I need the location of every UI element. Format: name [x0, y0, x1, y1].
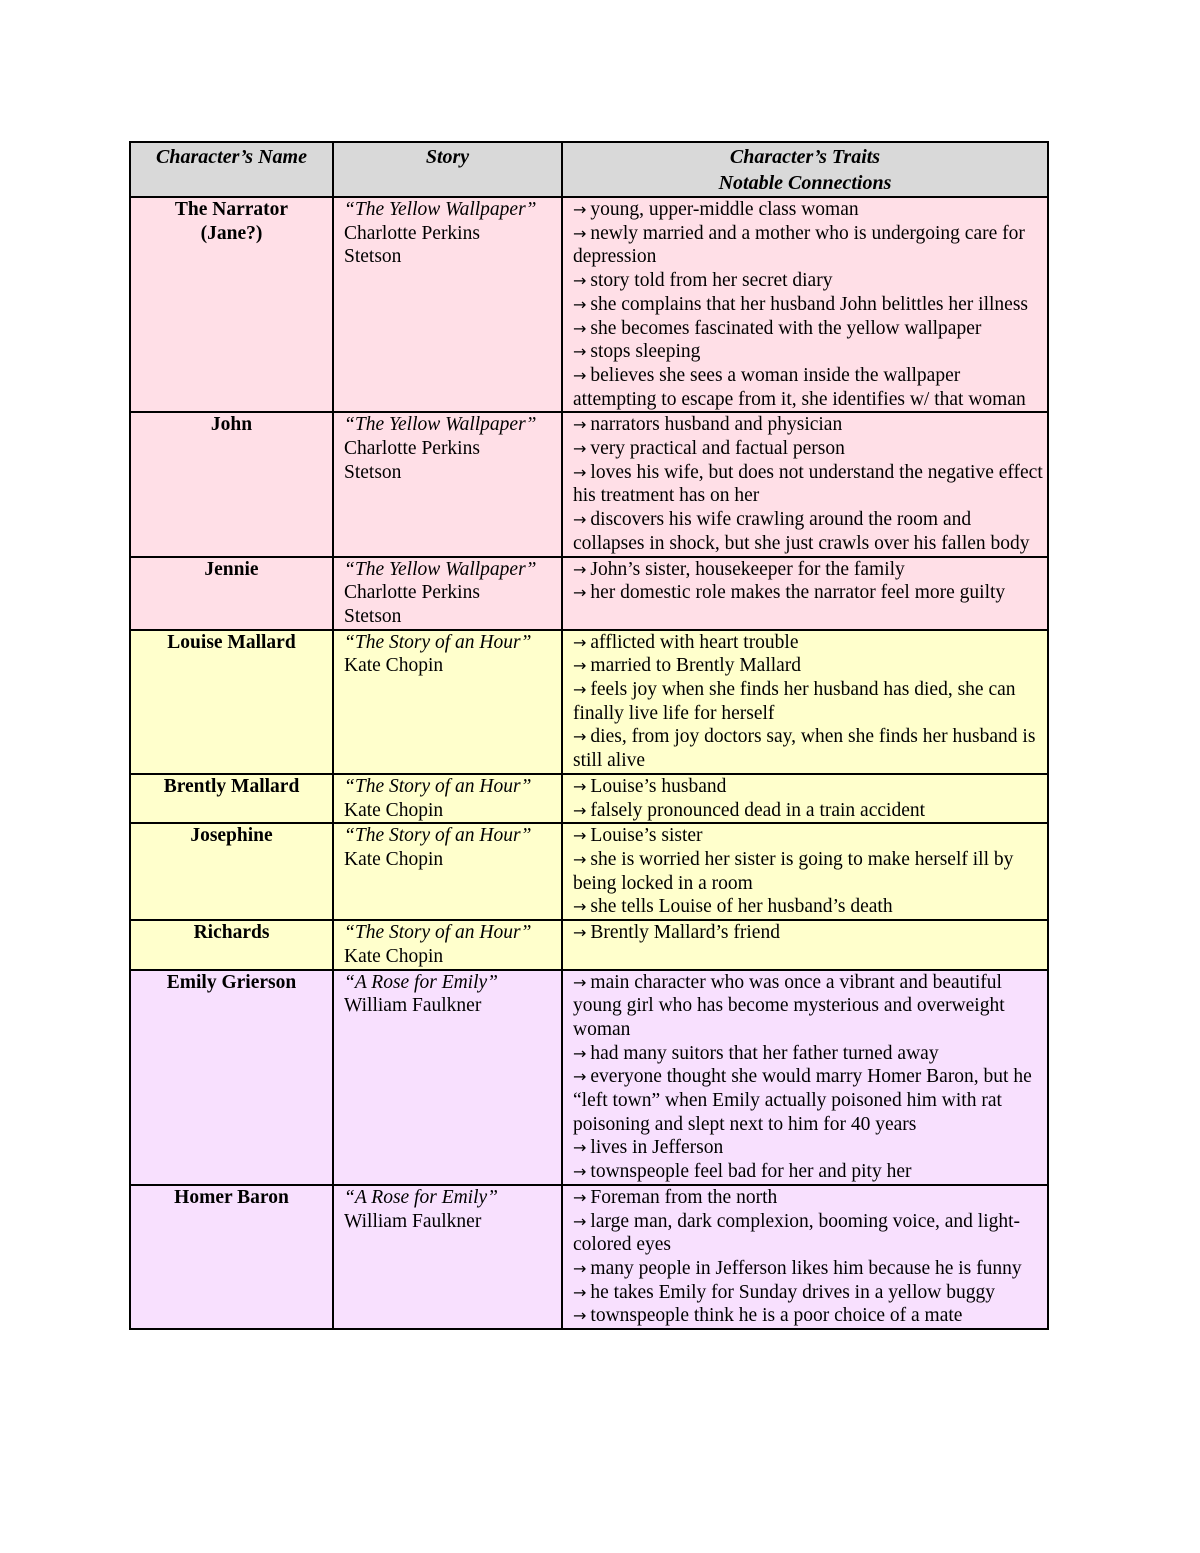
story-author: Stetson — [344, 246, 402, 268]
trait-item: → afflicted with heart trouble — [573, 631, 799, 653]
arrow-icon: → — [573, 510, 587, 530]
trait-item: → very practical and factual person — [573, 438, 845, 460]
trait-item: → many people in Jefferson likes him because he is funny — [573, 1257, 1022, 1279]
story-author: William Faulkner — [344, 1210, 482, 1232]
trait-item: → story told from her secret diary — [573, 270, 833, 292]
story-cell — [333, 557, 562, 630]
trait-item: → everyone thought she would marry Homer Baron, but he “left town” when Emily actually poisoned him with rat poisoning and slept next to him for 40 years — [573, 1066, 1032, 1135]
traits-cell — [562, 197, 1048, 412]
character-table — [129, 141, 1049, 1330]
arrow-icon: → — [573, 776, 587, 796]
trait-item: → feels joy when she finds her husband has died, she can finally live life for herself — [573, 679, 1016, 724]
arrow-icon: → — [573, 972, 587, 992]
trait-item: → loves his wife, but does not understand the negative effect his treatment has on her — [573, 461, 1043, 507]
trait-item: → her domestic role makes the narrator feel more guilty — [573, 582, 1006, 604]
arrow-icon: → — [573, 1282, 587, 1302]
arrow-icon: → — [573, 462, 587, 482]
traits-cell — [562, 970, 1048, 1185]
story-title: “The Yellow Wallpaper” — [344, 199, 537, 220]
table-row — [130, 774, 1048, 823]
trait-item: → John’s sister, housekeeper for the family — [573, 558, 905, 580]
trait-item: → narrators husband and physician — [573, 414, 843, 436]
story-title: “The Story of an Hour” — [344, 631, 532, 653]
table-row — [130, 970, 1048, 1185]
story-title: “The Story of an Hour” — [344, 825, 532, 847]
arrow-icon: → — [573, 365, 587, 385]
trait-item: → she complains that her husband John belittles her illness — [573, 293, 1028, 315]
traits-cell — [562, 774, 1048, 823]
character-name-line: The Narrator — [174, 199, 289, 220]
story-author: Stetson — [344, 605, 402, 627]
character-name-line: (Jane?) — [200, 222, 263, 244]
table-row — [130, 920, 1048, 969]
table-row — [130, 197, 1048, 412]
table-row — [130, 412, 1048, 556]
trait-item: → believes she sees a woman inside the wallpaper attempting to escape from it, she identifies w/ that woman — [573, 364, 1026, 410]
arrow-icon: → — [573, 923, 587, 943]
arrow-icon: → — [573, 559, 587, 579]
arrow-icon: → — [573, 1306, 587, 1326]
character-name: Richards — [130, 920, 333, 969]
trait-item: → townspeople feel bad for her and pity her — [573, 1161, 912, 1183]
arrow-icon: → — [573, 271, 587, 291]
arrow-icon: → — [573, 223, 587, 243]
trait-item: → large man, dark complexion, booming voice, and light-colored eyes — [573, 1210, 1021, 1256]
trait-item: → dies, from joy doctors say, when she finds her husband is still alive — [573, 726, 1036, 772]
trait-item: → young, upper-middle class woman — [573, 199, 859, 220]
story-cell — [333, 197, 562, 412]
traits-cell — [562, 823, 1048, 920]
story-title: “The Story of an Hour” — [344, 775, 532, 797]
arrow-icon: → — [573, 1211, 587, 1231]
story-cell — [333, 920, 562, 969]
header-name: Character’s Name — [130, 142, 333, 197]
story-cell — [333, 412, 562, 556]
arrow-icon: → — [573, 800, 587, 820]
header-traits-line2: Notable Connections — [718, 172, 892, 194]
arrow-icon: → — [573, 656, 587, 676]
story-title: “The Story of an Hour” — [344, 922, 532, 944]
arrow-icon: → — [573, 439, 587, 459]
character-name: Jennie — [130, 557, 333, 630]
character-name: Josephine — [130, 823, 333, 920]
story-author: Charlotte Perkins — [344, 438, 480, 460]
character-name: Homer Baron — [130, 1185, 333, 1329]
character-name: Brently Mallard — [130, 774, 333, 823]
story-author: Kate Chopin — [344, 945, 444, 967]
story-cell — [333, 970, 562, 1185]
traits-cell — [562, 630, 1048, 774]
story-author: Stetson — [344, 461, 402, 483]
arrow-icon: → — [573, 897, 587, 917]
story-title: “The Yellow Wallpaper” — [344, 558, 537, 580]
arrow-icon: → — [573, 1258, 587, 1278]
character-name: John — [130, 412, 333, 556]
table-row — [130, 630, 1048, 774]
trait-item: → she is worried her sister is going to make herself ill by being locked in a room — [573, 848, 1014, 894]
table-row — [130, 557, 1048, 630]
trait-item: → main character who was once a vibrant and beautiful young girl who has become mysterious and overweight woman — [573, 971, 1005, 1040]
character-name: Louise Mallard — [130, 630, 333, 774]
trait-item: → newly married and a mother who is undergoing care for depression — [573, 222, 1025, 268]
story-author: Kate Chopin — [344, 848, 444, 870]
story-author: Kate Chopin — [344, 799, 444, 821]
header-story: Story — [333, 142, 562, 197]
arrow-icon: → — [573, 1138, 587, 1158]
trait-item: → Louise’s husband — [573, 775, 727, 797]
trait-item: → had many suitors that her father turned away — [573, 1042, 939, 1064]
arrow-icon: → — [573, 342, 587, 362]
trait-item: → he takes Emily for Sunday drives in a yellow buggy — [573, 1281, 995, 1303]
arrow-icon: → — [573, 680, 587, 700]
trait-item: → falsely pronounced dead in a train accident — [573, 799, 926, 821]
story-author: Charlotte Perkins — [344, 582, 480, 604]
arrow-icon: → — [573, 1067, 587, 1087]
header-traits-line1: Character’s Traits — [729, 146, 881, 168]
traits-cell — [562, 412, 1048, 556]
table-row — [130, 823, 1048, 920]
trait-item: → she tells Louise of her husband’s death — [573, 896, 893, 918]
story-cell — [333, 1185, 562, 1329]
story-author: Charlotte Perkins — [344, 222, 480, 244]
story-author: William Faulkner — [344, 995, 482, 1017]
story-cell — [333, 823, 562, 920]
trait-item: → married to Brently Mallard — [573, 655, 802, 677]
arrow-icon: → — [573, 632, 587, 652]
arrow-icon: → — [573, 826, 587, 846]
arrow-icon: → — [573, 415, 587, 435]
table-row — [130, 1185, 1048, 1329]
story-title: “A Rose for Emily” — [344, 1186, 499, 1208]
character-name — [130, 197, 333, 412]
trait-item: → Louise’s sister — [573, 825, 703, 847]
trait-item: → Brently Mallard’s friend — [573, 922, 780, 944]
traits-cell — [562, 1185, 1048, 1329]
story-title: “The Yellow Wallpaper” — [344, 414, 537, 436]
story-cell — [333, 774, 562, 823]
traits-cell — [562, 920, 1048, 969]
trait-item: → townspeople think he is a poor choice of a mate — [573, 1305, 963, 1327]
trait-item: → stops sleeping — [573, 341, 701, 363]
trait-item: → discovers his wife crawling around the room and collapses in shock, but she just crawls over his fallen body — [573, 509, 1030, 554]
header-row — [130, 142, 1048, 197]
character-name: Emily Grierson — [130, 970, 333, 1185]
arrow-icon: → — [573, 727, 587, 747]
arrow-icon: → — [573, 318, 587, 338]
arrow-icon: → — [573, 1043, 587, 1063]
arrow-icon: → — [573, 849, 587, 869]
arrow-icon: → — [573, 1162, 587, 1182]
story-cell — [333, 630, 562, 774]
arrow-icon: → — [573, 583, 587, 603]
header-traits — [562, 142, 1048, 197]
arrow-icon: → — [573, 1187, 587, 1207]
trait-item: → she becomes fascinated with the yellow wallpaper — [573, 317, 982, 339]
arrow-icon: → — [573, 294, 587, 314]
trait-item: → lives in Jefferson — [573, 1137, 724, 1159]
trait-item: → Foreman from the north — [573, 1186, 778, 1208]
arrow-icon: → — [573, 200, 587, 219]
traits-cell — [562, 557, 1048, 630]
story-author: Kate Chopin — [344, 655, 444, 677]
story-title: “A Rose for Emily” — [344, 971, 499, 993]
